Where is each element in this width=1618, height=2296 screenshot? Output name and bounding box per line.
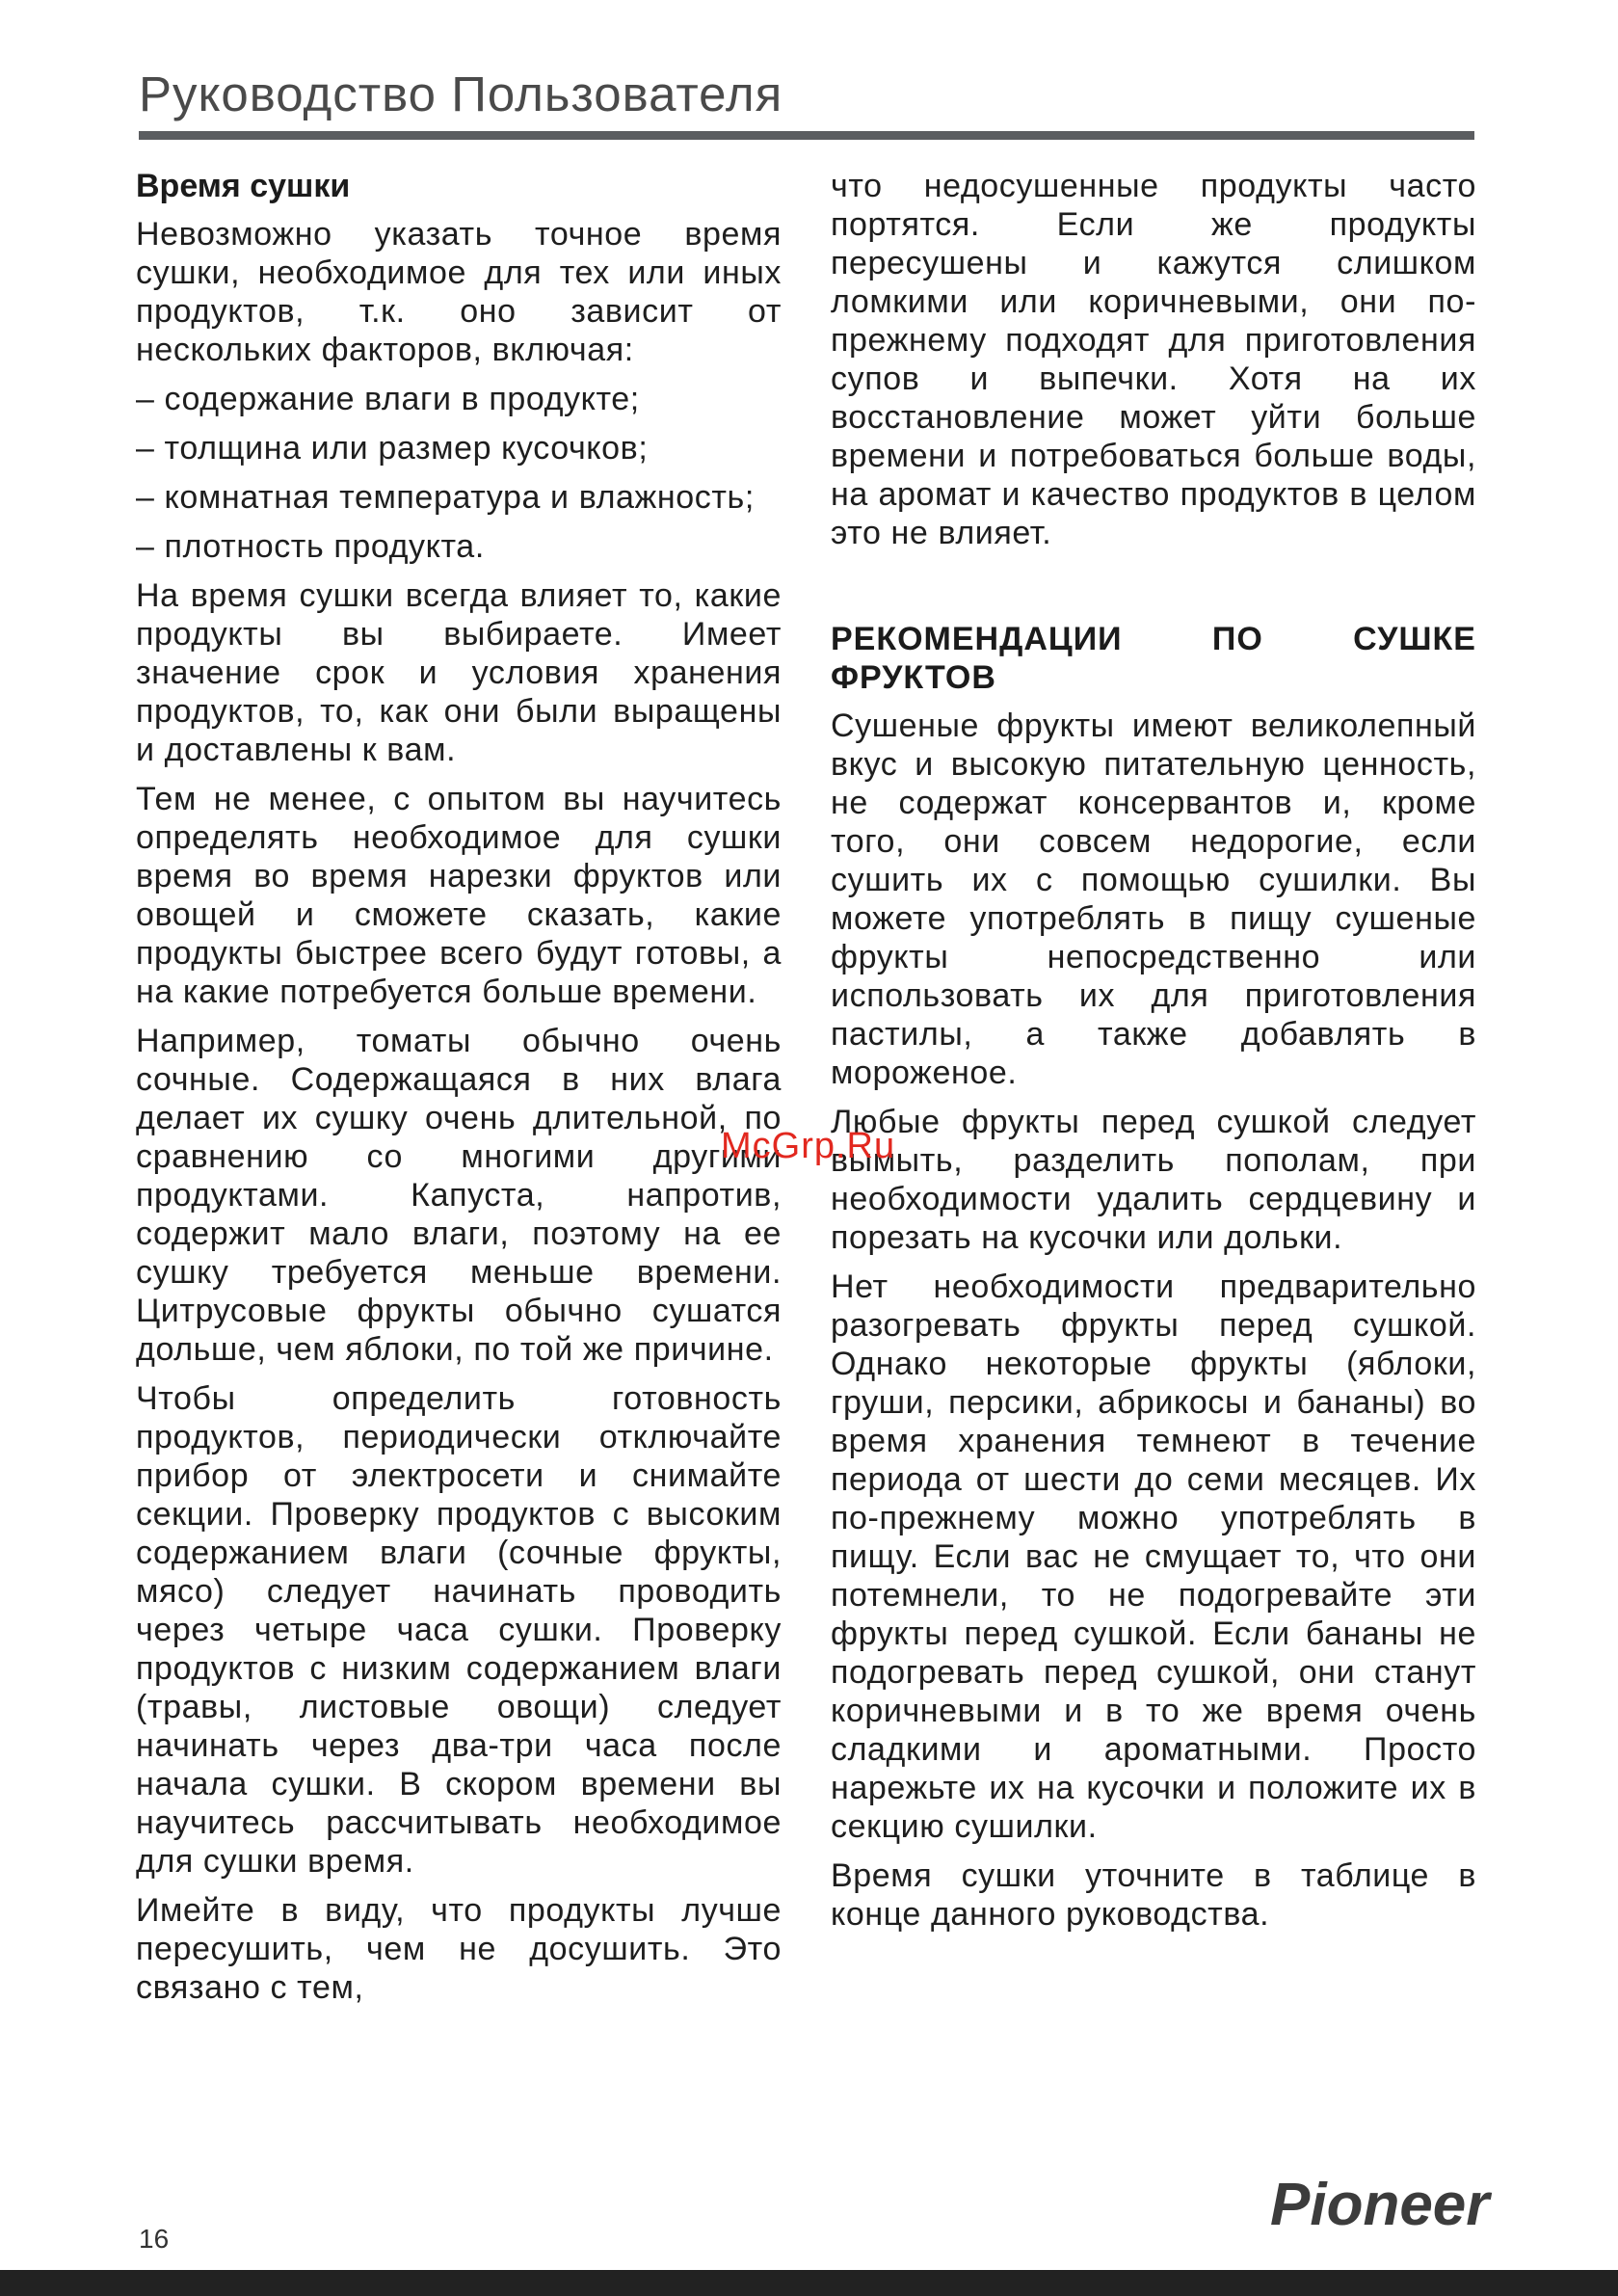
list-item-room-temperature: – комнатная температура и влажность; <box>136 479 755 516</box>
paragraph: Нет необходимости предварительно разогревать фрукты перед сушкой. Однако некоторые фрукты (яблоки, груши, персики, абрикосы и бананы) во время хранения темнеют в течение периода от шести до семи месяцев. Их по-прежнему можно употреблять в пищу. Если вас не смущает то, что они потемнели, то не подогревайте эти фрукты перед сушкой. Если бананы не подогревать перед сушкой, они станут коричневыми и в то же время очень сладкими и ароматными. Просто нарежьте их на кусочки и положите их в секцию сушилки. <box>831 1268 1476 1845</box>
paragraph-continuation: что недосушенные продукты часто портятся. Если же продукты пересушены и кажутся слишком ломкими или коричневыми, они по-прежнему подходят для приготовления супов и выпечки. Хотя на их восстановление может уйти больше времени и потребоваться больше воды, на аромат и качество продуктов в целом это не влияет. <box>831 168 1476 551</box>
list-item-thickness: – толщина или размер кусочков; <box>136 430 649 467</box>
header-divider <box>139 131 1474 140</box>
left-column <box>136 167 782 2017</box>
paragraph: На время сушки всегда влияет то, какие продукты вы выбираете. Имеет значение срок и условия хранения продуктов, то, как они были выращены и доставлены к вам. <box>136 577 782 768</box>
pioneer-logo: Pioneer <box>1270 2172 1490 2238</box>
watermark: McGrp.Ru <box>721 1126 896 1166</box>
paragraph: Тем не менее, с опытом вы научитесь определять необходимое для сушки время во время нарезки фруктов или овощей и сможете сказать, какие продукты быстрее всего будут готовы, а на какие потребуется больше времени. <box>136 781 782 1010</box>
page-number: 16 <box>139 2224 170 2254</box>
list-item-moisture: – содержание влаги в продукте; <box>136 381 640 417</box>
right-column <box>831 167 1476 1944</box>
paragraph: Например, томаты обычно очень сочные. Содержащаяся в них влага делает их сушку очень длительной, по сравнению со многими другими продуктами. Капуста, напротив, содержит мало влаги, поэтому на ее сушку требуется меньше времени. Цитрусовые фрукты обычно сушатся дольше, чем яблоки, по той же причине. <box>136 1023 782 1368</box>
page-header-title: Руководство Пользователя <box>139 67 783 121</box>
section-heading-drying-time: Время сушки <box>136 168 351 204</box>
paragraph: Сушеные фрукты имеют великолепный вкус и высокую питательную ценность, не содержат консервантов и, кроме того, они совсем недорогие, если сушить их с помощью сушилки. Вы можете употреблять в пищу сушеные фрукты непосредственно или использовать их для приготовления пастилы, а также добавлять в мороженое. <box>831 707 1476 1091</box>
footer-bar <box>0 2270 1618 2296</box>
paragraph: Любые фрукты перед сушкой следует вымыть, разделить пополам, при необходимости удалить сердцевину и порезать на кусочки или дольки. <box>831 1104 1476 1256</box>
paragraph: Чтобы определить готовность продуктов, периодически отключайте прибор от электросети и снимайте секции. Проверку продуктов с высоким содержанием влаги (сочные фрукты, мясо) следует начинать проводить через четыре часа сушки. Проверку продуктов с низким содержанием влаги (травы, листовые овощи) следует начинать через два-три часа после начала сушки. В скором времени вы научитесь рассчитывать необходимое для сушки время. <box>136 1380 782 1880</box>
paragraph: Время сушки уточните в таблице в конце данного руководства. <box>831 1857 1476 1933</box>
paragraph: Невозможно указать точное время сушки, необходимое для тех или иных продуктов, т.к. оно зависит от нескольких факторов, включая: <box>136 216 782 368</box>
list-item-density: – плотность продукта. <box>136 528 485 565</box>
paragraph: Имейте в виду, что продукты лучше пересушить, чем не досушить. Это связано с тем, <box>136 1892 782 2006</box>
section-heading-fruit-recommendations: РЕКОМЕНДАЦИИ ПО СУШКЕ ФРУКТОВ <box>831 621 1476 696</box>
